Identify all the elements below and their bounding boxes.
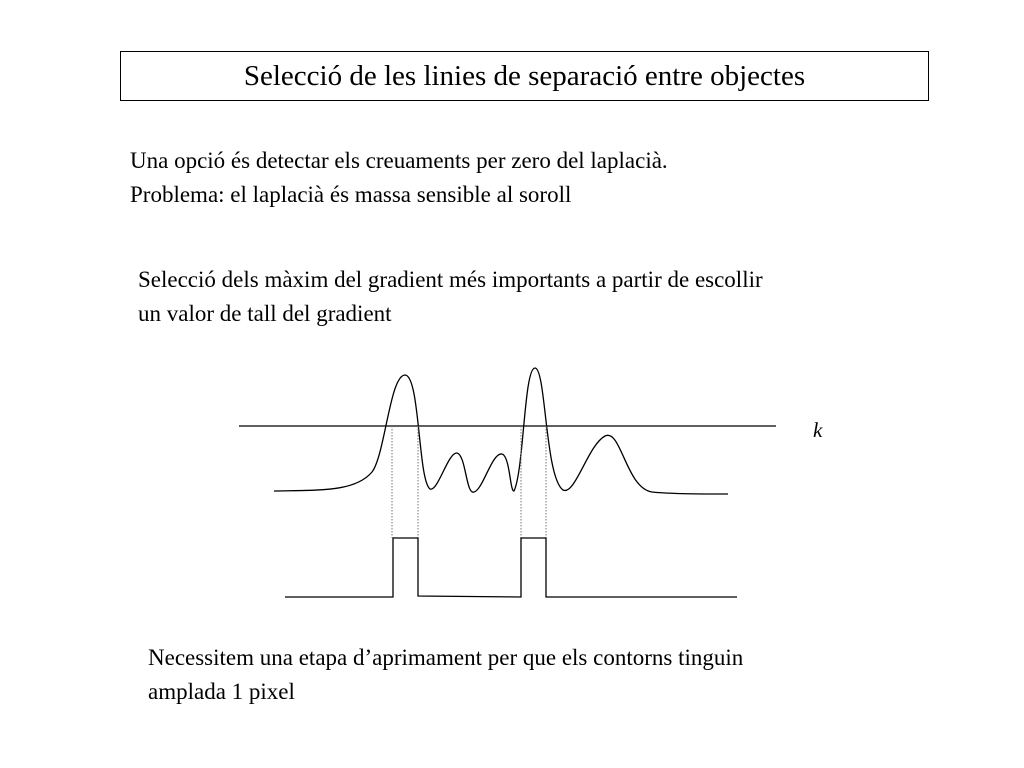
paragraph-zero-crossings	[130, 144, 668, 212]
binary-signal	[285, 538, 737, 597]
gradient-curve	[274, 368, 728, 494]
paragraph-thinning	[148, 641, 743, 709]
paragraph-2-line-2: un valor de tall del gradient	[138, 301, 392, 326]
threshold-label-k: k	[813, 418, 823, 442]
title-box	[120, 51, 929, 101]
paragraph-gradient-threshold	[138, 263, 763, 331]
paragraph-2-line-1: Selecció dels màxim del gradient més importants a partir de escollir	[138, 267, 763, 292]
slide-title: Selecció de les linies de separació entre objectes	[243, 59, 806, 92]
paragraph-1-line-2: Problema: el laplacià és massa sensible al soroll	[130, 182, 572, 207]
paragraph-3-line-2: amplada 1 pixel	[148, 679, 295, 704]
paragraph-1-line-1: Una opció és detectar els creuaments per zero del laplacià.	[130, 148, 668, 173]
paragraph-3-line-1: Necessitem una etapa d’aprimament per que els contorns tinguin	[148, 645, 744, 670]
